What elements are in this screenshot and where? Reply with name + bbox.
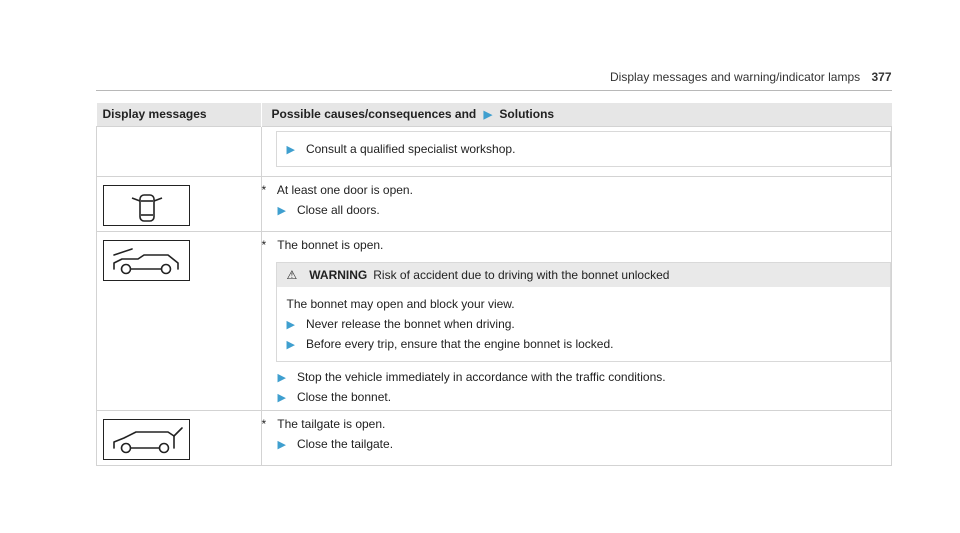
solution-step bbox=[287, 142, 881, 156]
cause-line bbox=[262, 238, 892, 252]
icon-cell-empty bbox=[97, 127, 262, 177]
arrow-right-icon: ▶ bbox=[286, 338, 295, 351]
arrow-right-icon: ▶ bbox=[277, 371, 286, 384]
warning-box bbox=[276, 262, 892, 362]
warning-step-text: Before every trip, ensure that the engine bonnet is locked. bbox=[305, 337, 614, 351]
row-content bbox=[261, 177, 892, 232]
cause-text: At least one door is open. bbox=[276, 183, 413, 197]
page-number: 377 bbox=[871, 70, 892, 84]
solution-step bbox=[278, 370, 892, 384]
solution-text: Close the bonnet. bbox=[296, 390, 392, 404]
table-header-row bbox=[97, 103, 892, 127]
arrow-right-icon: ▶ bbox=[277, 204, 286, 217]
icon-cell bbox=[97, 232, 262, 411]
warning-header bbox=[277, 263, 891, 287]
arrow-right-icon: ▶ bbox=[277, 438, 286, 451]
row-content bbox=[261, 411, 892, 466]
row-content bbox=[261, 127, 892, 177]
asterisk-marker: * bbox=[261, 417, 267, 431]
icon-cell bbox=[97, 177, 262, 232]
car-doors-open-icon bbox=[103, 185, 190, 226]
warning-step bbox=[287, 337, 881, 351]
tailgate-open-icon bbox=[103, 419, 190, 460]
arrow-right-icon: ▶ bbox=[286, 143, 295, 156]
cause-line bbox=[262, 183, 892, 197]
solution-text: Close all doors. bbox=[296, 203, 380, 217]
cause-line bbox=[262, 417, 892, 431]
display-messages-table bbox=[96, 103, 892, 466]
asterisk-marker: * bbox=[261, 183, 267, 197]
table-row bbox=[97, 127, 892, 177]
warning-text: The bonnet may open and block your view. bbox=[286, 297, 515, 311]
column-header-solutions-label: Solutions bbox=[499, 107, 555, 121]
solution-step bbox=[278, 437, 892, 451]
warning-triangle-icon: ⚠ bbox=[286, 268, 298, 282]
solution-text: Consult a qualified specialist workshop. bbox=[305, 142, 516, 156]
column-header-display-messages: Display messages bbox=[97, 103, 262, 127]
solution-step bbox=[278, 203, 892, 217]
solution-text: Close the tailgate. bbox=[296, 437, 394, 451]
page-header bbox=[610, 70, 892, 84]
row-content bbox=[261, 232, 892, 411]
arrow-right-icon: ▶ bbox=[286, 318, 295, 331]
warning-step bbox=[287, 317, 881, 331]
column-header-causes-solutions bbox=[261, 103, 892, 127]
column-header-causes-label: Possible causes/consequences and bbox=[271, 107, 477, 121]
cause-text: The bonnet is open. bbox=[277, 238, 384, 252]
bonnet-open-icon bbox=[103, 240, 190, 281]
header-divider bbox=[96, 90, 892, 91]
icon-cell bbox=[97, 411, 262, 466]
warning-label: WARNING bbox=[309, 268, 368, 282]
warning-body bbox=[277, 287, 891, 361]
table-row bbox=[97, 232, 892, 411]
table-row bbox=[97, 411, 892, 466]
asterisk-marker: * bbox=[261, 238, 267, 252]
cause-text: The tailgate is open. bbox=[277, 417, 386, 431]
table-row bbox=[97, 177, 892, 232]
continuation-note-box bbox=[276, 131, 892, 167]
section-title: Display messages and warning/indicator lamps bbox=[610, 70, 861, 84]
warning-title: Risk of accident due to driving with the bonnet unlocked bbox=[373, 268, 670, 282]
arrow-right-icon: ▶ bbox=[277, 391, 286, 404]
solution-step bbox=[278, 390, 892, 404]
arrow-right-icon: ▶ bbox=[483, 109, 493, 121]
warning-step-text: Never release the bonnet when driving. bbox=[305, 317, 515, 331]
solution-text: Stop the vehicle immediately in accordance with the traffic conditions. bbox=[296, 370, 666, 384]
